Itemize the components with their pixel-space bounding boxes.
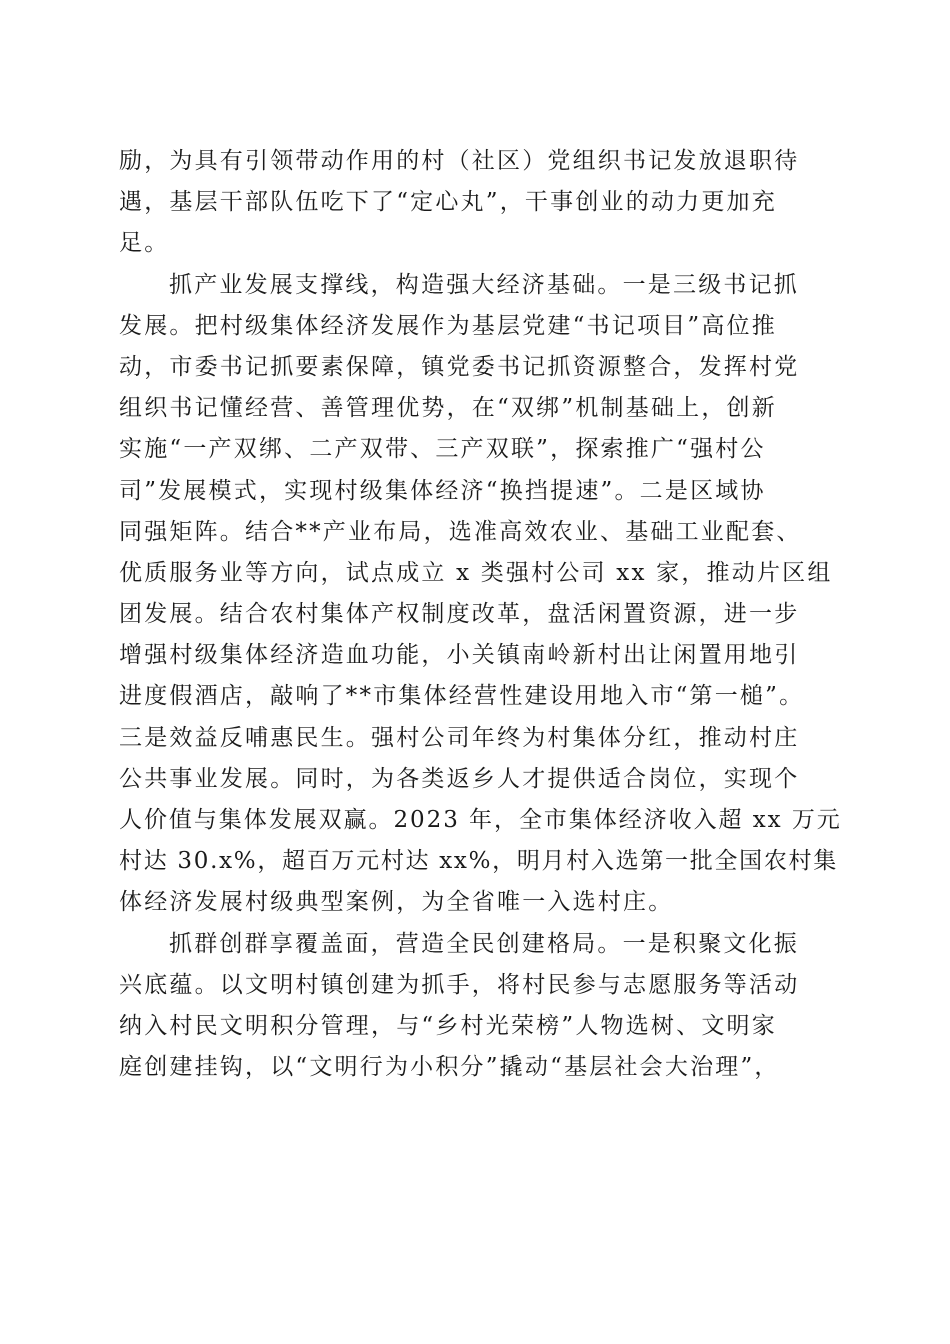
paragraph-3-line-1: 抓群创群享覆盖面，营造全民创建格局。一是积聚文化振 bbox=[169, 930, 799, 957]
paragraph-2-line-8: 优质服务业等方向，试点成立 x 类强村公司 xx 家，推动片区组 bbox=[119, 559, 833, 586]
paragraph-2 bbox=[119, 265, 844, 924]
paragraph-2-line-4: 组织书记懂经营、善管理优势，在“双绑”机制基础上，创新 bbox=[119, 395, 777, 422]
paragraph-2-line-12: 三是效益反哺惠民生。强村公司年终为村集体分红，推动村庄 bbox=[119, 724, 800, 751]
paragraph-2-line-10: 增强村级集体经济造血功能，小关镇南岭新村出让闲置用地引 bbox=[119, 642, 800, 669]
paragraph-2-line-9: 团发展。结合农村集体产权制度改革，盘活闲置资源，进一步 bbox=[119, 601, 800, 628]
paragraph-3-line-3: 纳入村民文明积分管理，与“乡村光荣榜”人物选树、文明家 bbox=[119, 1012, 777, 1039]
paragraph-2-line-15: 村达 30.x%，超百万元村达 xx%，明月村入选第一批全国农村集 bbox=[119, 848, 838, 875]
paragraph-2-line-16: 体经济发展村级典型案例，为全省唯一入选村庄。 bbox=[119, 889, 674, 916]
paragraph-2-line-11: 进度假酒店，敲响了**市集体经营性建设用地入市“第一槌”。 bbox=[119, 683, 805, 710]
paragraph-2-line-7: 同强矩阵。结合**产业布局，选准高效农业、基础工业配套、 bbox=[119, 518, 802, 545]
paragraph-2-line-14: 人价值与集体发展双赢。2023 年，全市集体经济收入超 xx 万元 bbox=[119, 807, 842, 833]
paragraph-1-line-2: 遇，基层干部队伍吃下了“定心丸”，干事创业的动力更加充 bbox=[119, 189, 777, 216]
paragraph-1-line-3: 足。 bbox=[119, 230, 170, 257]
paragraph-1 bbox=[119, 141, 844, 265]
paragraph-1-line-1: 励，为具有引领带动作用的村（社区）党组织书记发放退职待 bbox=[119, 148, 800, 174]
paragraph-2-line-1: 抓产业发展支撑线，构造强大经济基础。一是三级书记抓 bbox=[169, 271, 799, 298]
paragraph-3-line-4: 庭创建挂钩，以“文明行为小积分”撬动“基层社会大治理”， bbox=[119, 1054, 780, 1081]
paragraph-2-line-6: 司”发展模式，实现村级集体经济“换挡提速”。二是区域协 bbox=[119, 477, 766, 504]
paragraph-2-line-2: 发展。把村级集体经济发展作为基层党建“书记项目”高位推 bbox=[119, 312, 777, 339]
document-body bbox=[119, 141, 844, 1088]
paragraph-2-line-3: 动，市委书记抓要素保障，镇党委书记抓资源整合，发挥村党 bbox=[119, 353, 800, 380]
paragraph-3 bbox=[119, 924, 844, 1089]
paragraph-2-line-5: 实施“一产双绑、二产双带、三产双联”，探索推广“强村公 bbox=[119, 436, 766, 463]
paragraph-2-line-13: 公共事业发展。同时，为各类返乡人才提供适合岗位，实现个 bbox=[119, 765, 800, 792]
paragraph-3-line-2: 兴底蕴。以文明村镇创建为抓手，将村民参与志愿服务等活动 bbox=[119, 971, 800, 998]
